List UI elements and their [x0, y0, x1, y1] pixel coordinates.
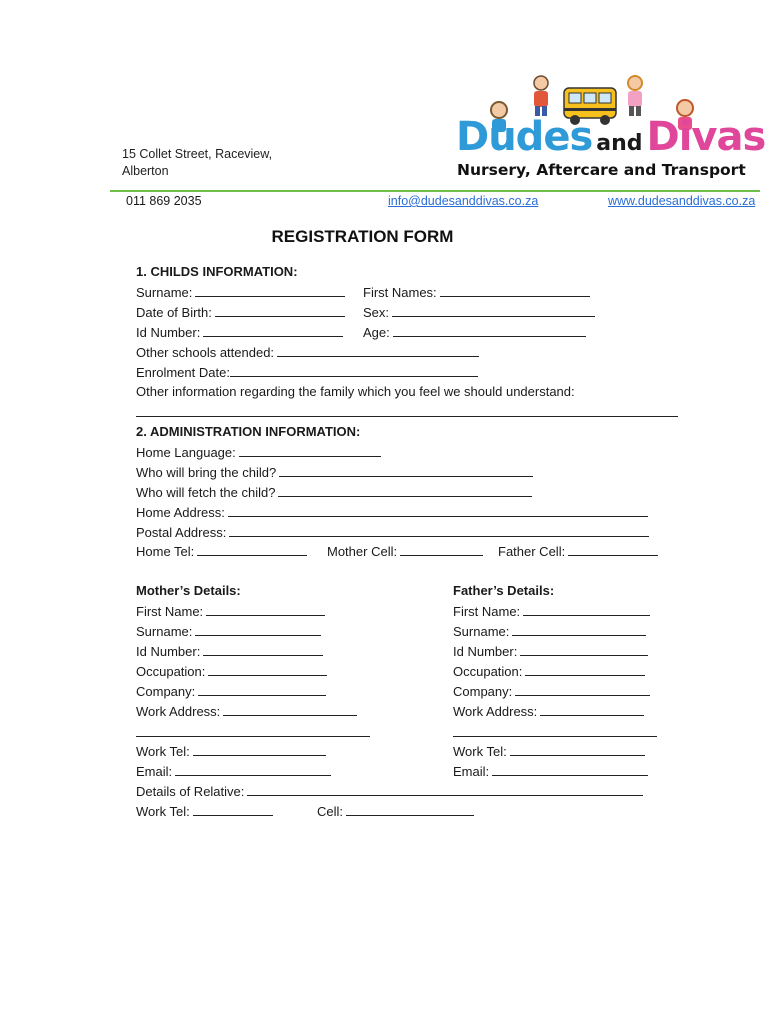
father-id-number-input[interactable] [520, 641, 648, 656]
mother-occupation [136, 661, 327, 681]
date-of-birth-input[interactable] [215, 302, 345, 317]
field-mother-cell [327, 541, 483, 561]
mother-work-address-input[interactable] [223, 701, 357, 716]
field-other-info [136, 382, 575, 402]
field-home-language [136, 442, 381, 462]
field-label: Who will bring the child? [136, 465, 277, 480]
company-address [122, 146, 272, 180]
enrolment-date-input[interactable] [230, 362, 478, 377]
field-label: Surname: [453, 624, 510, 639]
logo-word-and: and [596, 131, 643, 156]
postal-address-input[interactable] [229, 522, 649, 537]
field-label: Home Address: [136, 505, 225, 520]
mother-first-name-input[interactable] [206, 601, 325, 616]
field-label: Date of Birth: [136, 305, 212, 320]
mother-work-tel-input[interactable] [193, 741, 326, 756]
father-company-input[interactable] [515, 681, 650, 696]
who-bring-input[interactable] [279, 462, 533, 477]
field-label: Surname: [136, 285, 193, 300]
mother-cell-input[interactable] [400, 541, 483, 556]
age-input[interactable] [393, 322, 586, 337]
relative-details-input[interactable] [247, 781, 643, 796]
mother-work-address-input-2[interactable] [136, 736, 370, 737]
field-label: Home Tel: [136, 544, 195, 559]
father-email-input[interactable] [492, 761, 648, 776]
field-label: Email: [136, 764, 173, 779]
field-postal-address [136, 522, 649, 542]
id-number-input[interactable] [203, 322, 343, 337]
child-figure-icon [620, 74, 650, 118]
logo-wordmark [456, 114, 765, 160]
relative-work-tel-input[interactable] [193, 801, 273, 816]
field-who-bring [136, 462, 533, 482]
home-tel-input[interactable] [197, 541, 307, 556]
first-names-input[interactable] [440, 282, 590, 297]
field-age [363, 322, 586, 342]
mother-id-number-input[interactable] [203, 641, 323, 656]
who-fetch-input[interactable] [278, 482, 532, 497]
father-surname-input[interactable] [512, 621, 646, 636]
field-label: First Names: [363, 285, 437, 300]
mother-occupation-input[interactable] [208, 661, 327, 676]
mother-first-name [136, 601, 325, 621]
field-label: First Name: [453, 604, 521, 619]
home-language-input[interactable] [239, 442, 381, 457]
father-work-address-input-2[interactable] [453, 736, 657, 737]
field-label: Work Address: [453, 704, 538, 719]
father-email [453, 761, 648, 781]
logo-word-divas: Divas [646, 114, 766, 160]
relative-work-tel [136, 801, 273, 821]
field-label: Details of Relative: [136, 784, 245, 799]
field-label: Other information regarding the family which you feel we should understand: [136, 384, 575, 399]
header-divider [110, 190, 760, 192]
relative-cell-input[interactable] [346, 801, 474, 816]
field-label: Sex: [363, 305, 390, 320]
field-home-address [136, 502, 648, 522]
field-label: Enrolment Date: [136, 365, 230, 380]
field-label: Id Number: [136, 325, 201, 340]
field-id-number [136, 322, 343, 342]
sex-input[interactable] [392, 302, 595, 317]
field-label: Home Language: [136, 445, 236, 460]
field-label: Company: [453, 684, 513, 699]
other-info-input[interactable] [136, 416, 678, 417]
section-heading-childs-info: 1. CHILDS INFORMATION: [136, 264, 298, 279]
field-label: Occupation: [453, 664, 523, 679]
mother-id-number [136, 641, 323, 661]
father-occupation-input[interactable] [525, 661, 645, 676]
field-label: Postal Address: [136, 525, 227, 540]
field-label: Work Address: [136, 704, 221, 719]
child-figure-icon [526, 74, 556, 118]
website-link[interactable]: www.dudesanddivas.co.za [608, 194, 756, 208]
field-label: Work Tel: [136, 804, 190, 819]
father-details-heading: Father’s Details: [453, 583, 555, 598]
father-work-tel-input[interactable] [510, 741, 645, 756]
field-label: Other schools attended: [136, 345, 275, 360]
father-company [453, 681, 650, 701]
field-other-schools [136, 342, 479, 362]
mother-surname-input[interactable] [195, 621, 321, 636]
mother-company-input[interactable] [198, 681, 326, 696]
address-line-2: Alberton [122, 164, 169, 178]
field-label: Cell: [317, 804, 344, 819]
field-first-names [363, 282, 590, 302]
relative-cell [317, 801, 474, 821]
section-heading-admin-info: 2. ADMINISTRATION INFORMATION: [136, 424, 361, 439]
field-father-cell [498, 541, 658, 561]
field-enrolment-date [136, 362, 478, 382]
logo-word-dudes: Dudes [456, 114, 593, 160]
mother-email-input[interactable] [175, 761, 331, 776]
field-label: Id Number: [453, 644, 518, 659]
address-line-1: 15 Collet Street, Raceview, [122, 147, 273, 161]
father-id-number [453, 641, 648, 661]
field-label: Mother Cell: [327, 544, 398, 559]
mother-email [136, 761, 331, 781]
father-surname [453, 621, 646, 641]
field-label: Company: [136, 684, 196, 699]
dudes-and-divas-logo [448, 74, 766, 186]
father-cell-input[interactable] [568, 541, 658, 556]
field-label: Father Cell: [498, 544, 566, 559]
father-work-address [453, 701, 644, 721]
father-first-name [453, 601, 650, 621]
field-label: Occupation: [136, 664, 206, 679]
field-label: Who will fetch the child? [136, 485, 276, 500]
field-who-fetch [136, 482, 532, 502]
field-label: First Name: [136, 604, 204, 619]
home-address-input[interactable] [228, 502, 648, 517]
field-label: Surname: [136, 624, 193, 639]
field-home-tel [136, 541, 307, 561]
field-sex [363, 302, 595, 322]
field-label: Work Tel: [136, 744, 190, 759]
field-surname [136, 282, 345, 302]
email-link[interactable]: info@dudesanddivas.co.za [388, 194, 539, 208]
father-first-name-input[interactable] [523, 601, 650, 616]
mother-details-heading: Mother’s Details: [136, 583, 241, 598]
page-title: REGISTRATION FORM [271, 227, 454, 246]
father-occupation [453, 661, 645, 681]
field-label: Email: [453, 764, 490, 779]
surname-input[interactable] [195, 282, 345, 297]
mother-work-address [136, 701, 357, 721]
field-label: Age: [363, 325, 390, 340]
phone-number: 011 869 2035 [126, 194, 202, 208]
field-label: Work Tel: [453, 744, 507, 759]
logo-tagline: Nursery, Aftercare and Transport [457, 161, 746, 179]
other-schools-input[interactable] [277, 342, 479, 357]
relative-details [136, 781, 643, 801]
mother-work-tel [136, 741, 326, 761]
mother-surname [136, 621, 321, 641]
field-label: Id Number: [136, 644, 201, 659]
father-work-tel [453, 741, 645, 761]
field-date-of-birth [136, 302, 345, 322]
father-work-address-input[interactable] [540, 701, 644, 716]
mother-company [136, 681, 326, 701]
